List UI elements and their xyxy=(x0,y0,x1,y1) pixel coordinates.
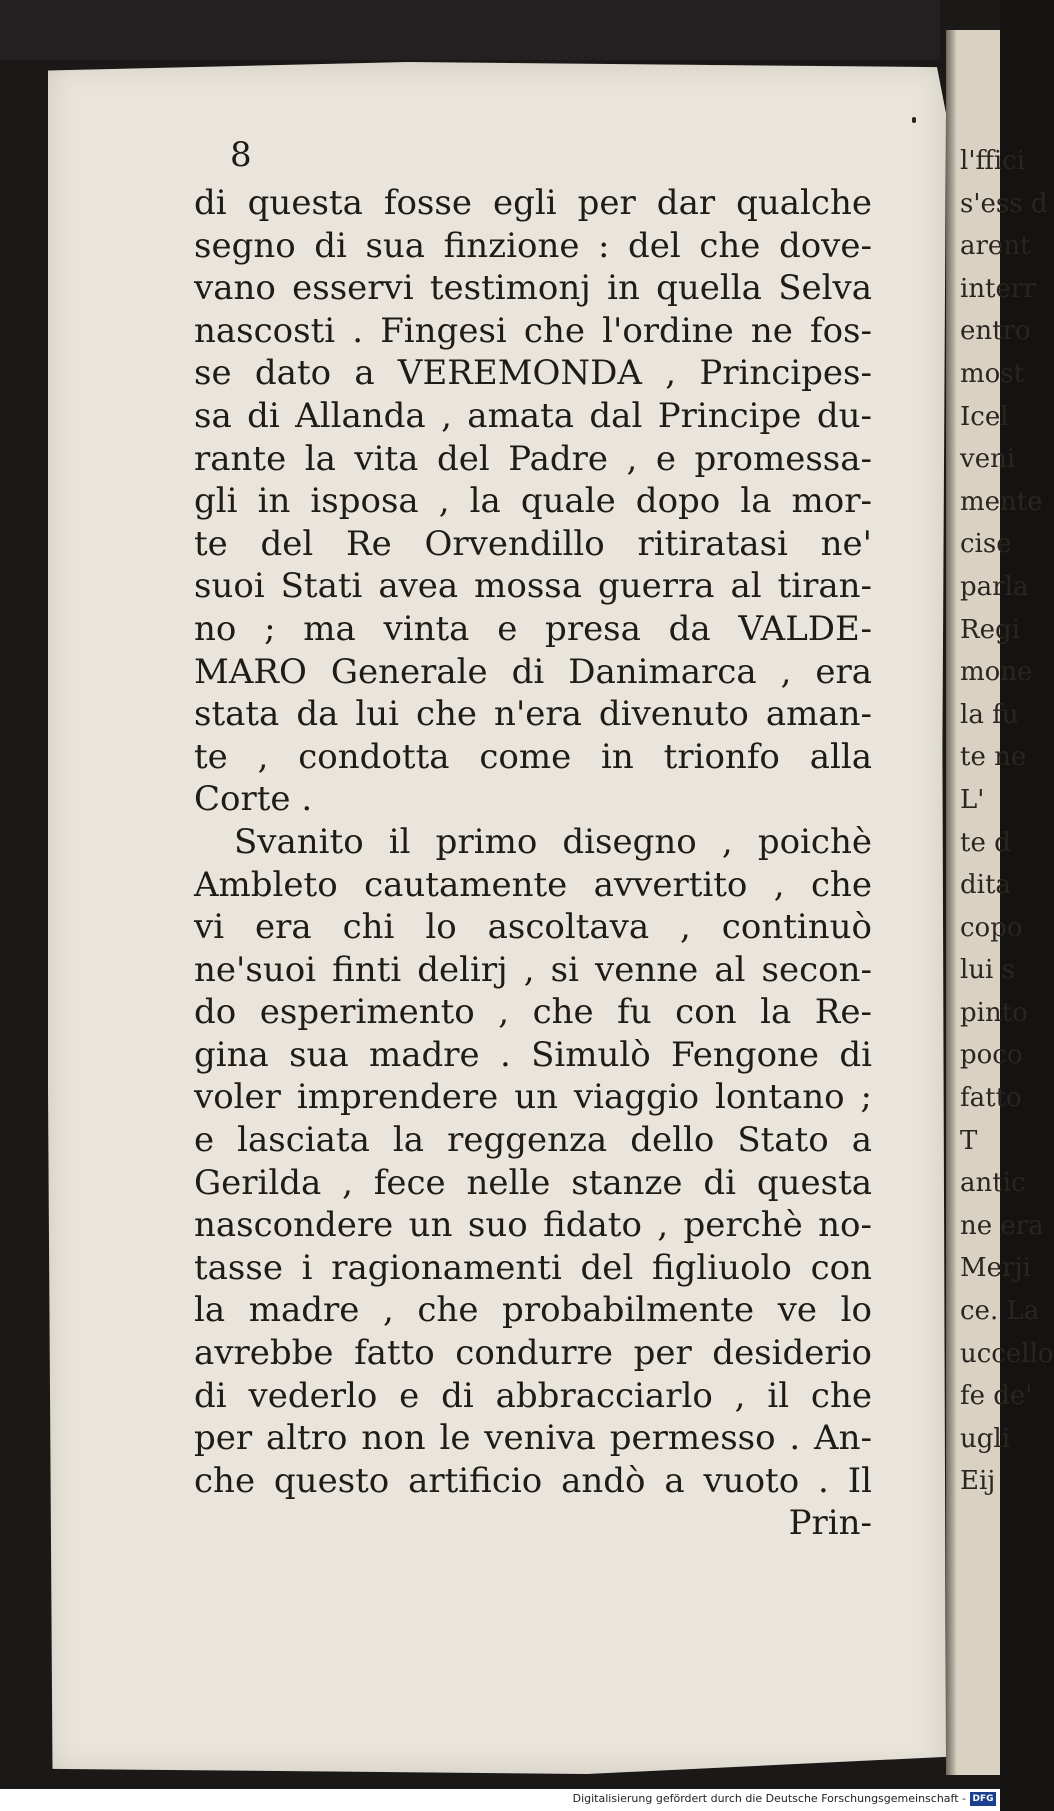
text-line: Svanito il primo disegno , poichè xyxy=(234,821,872,862)
next-page-edge xyxy=(946,30,1054,1775)
text-line: di questa fosse egli per dar qualche xyxy=(194,183,872,223)
bleed-line: arent xyxy=(960,231,1031,262)
text-line: te del Re Orvendillo ritiratasi ne' xyxy=(194,523,872,564)
bleed-line: lui s xyxy=(960,955,1015,986)
text-line: voler imprendere un viaggio lontano ; xyxy=(194,1077,872,1118)
dfg-logo: DFG xyxy=(970,1792,996,1806)
text-line: vano esservi testimonj in quella Selva xyxy=(194,268,872,309)
next-page-bleed-text xyxy=(960,140,1054,1503)
bleed-line: Icel xyxy=(960,401,1009,432)
text-line: stata da lui che n'era divenuto aman- xyxy=(194,694,872,735)
text-line: per altro non le veniva permesso . An- xyxy=(194,1418,872,1459)
text-line: do esperimento , che fu con la Re- xyxy=(194,992,872,1033)
text-line: Gerilda , fece nelle stanze di questa xyxy=(194,1162,872,1203)
bleed-line: mone xyxy=(960,657,1033,688)
text-line: rante la vita del Padre , e promessa- xyxy=(194,438,872,479)
text-line: Ambleto cautamente avvertito , che xyxy=(194,864,872,905)
text-line: suoi Stati avea mossa guerra al tiran- xyxy=(194,566,872,607)
bleed-line: antic xyxy=(960,1168,1026,1199)
text-line: sa di Allanda , amata dal Principe du- xyxy=(194,395,872,436)
text-line: se dato a VEREMONDA , Principes- xyxy=(194,353,872,394)
bleed-line: veni xyxy=(960,444,1016,475)
bleed-line: T xyxy=(960,1125,978,1156)
text-line: no ; ma vinta e presa da VALDE- xyxy=(194,608,872,649)
bleed-line: la fu xyxy=(960,699,1019,730)
bleed-line: mente xyxy=(960,486,1043,517)
text-line: la madre , che probabilmente ve lo xyxy=(194,1290,872,1331)
bleed-line: ne era xyxy=(960,1210,1044,1241)
text-line: avrebbe fatto condurre per desiderio xyxy=(194,1333,872,1374)
digitization-footer xyxy=(0,1789,1000,1811)
bleed-line: Regi xyxy=(960,614,1020,645)
page-text xyxy=(194,182,872,1545)
text-line: vi era chi lo ascoltava , continuò xyxy=(194,907,872,948)
text-line: tasse i ragionamenti del figliuolo con xyxy=(194,1247,872,1288)
bleed-line: L' xyxy=(960,784,985,815)
bleed-line: most xyxy=(960,358,1025,389)
bleed-line: fe de' xyxy=(960,1381,1033,1412)
bleed-line: ugli xyxy=(960,1423,1011,1454)
text-line: di vederlo e di abbracciarlo , il che xyxy=(194,1375,872,1416)
bleed-line: Eij xyxy=(960,1466,996,1497)
bleed-line: interr xyxy=(960,273,1036,304)
scan-top-edge xyxy=(0,0,940,60)
page-number: 8 xyxy=(230,135,252,175)
text-line: nascosti . Fingesi che l'ordine ne fos- xyxy=(194,310,872,351)
book-gutter xyxy=(946,30,956,1775)
bleed-line: fatto xyxy=(960,1083,1022,1114)
bleed-line: parla xyxy=(960,571,1029,602)
text-line: gli in isposa , la quale dopo la mor- xyxy=(194,481,872,522)
text-line: e lasciata la reggenza dello Stato a xyxy=(194,1120,872,1161)
text-line: che questo artificio andò a vuoto . Il xyxy=(194,1460,872,1501)
bleed-line: te ne xyxy=(960,742,1027,773)
catchword: Prin- xyxy=(788,1503,872,1544)
bleed-line: l'ffici xyxy=(960,146,1026,176)
text-line: te , condotta come in trionfo alla xyxy=(194,736,872,777)
text-line: ne'suoi finti delirj , si venne al secon- xyxy=(194,949,872,990)
text-line: MARO Generale di Danimarca , era xyxy=(194,651,872,692)
bleed-line: copo xyxy=(960,912,1023,943)
bleed-line: entro xyxy=(960,316,1031,347)
bleed-line: uccello xyxy=(960,1338,1054,1369)
text-line: nascondere un suo fidato , perchè no- xyxy=(194,1205,872,1246)
ink-speck xyxy=(912,117,916,123)
bleed-line: Merji xyxy=(960,1253,1031,1284)
text-line: Corte . xyxy=(194,779,313,820)
bleed-line: poco xyxy=(960,1040,1023,1071)
bleed-line: s'ess d xyxy=(960,188,1048,219)
bleed-line: pinto xyxy=(960,997,1028,1028)
footer-credit: Digitalisierung gefördert durch die Deutsche Forschungsgemeinschaft - xyxy=(572,1792,966,1805)
text-line: gina sua madre . Simulò Fengone di xyxy=(194,1034,872,1075)
text-line: segno di sua finzione : del che dove- xyxy=(194,225,872,266)
bleed-line: dita xyxy=(960,870,1011,901)
bleed-line: te d xyxy=(960,827,1011,858)
bleed-line: cise xyxy=(960,529,1012,560)
bleed-line: ce. La xyxy=(960,1296,1040,1327)
